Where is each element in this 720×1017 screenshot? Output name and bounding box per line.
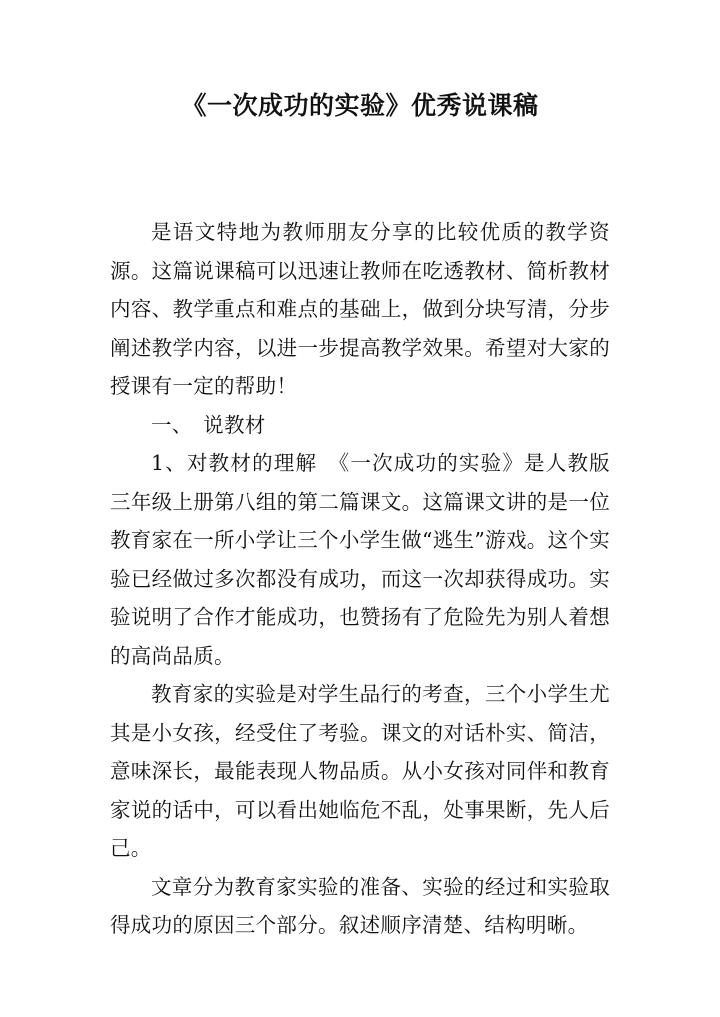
section-heading-teaching-material: 一、 说教材 — [151, 412, 266, 437]
material-understanding-paragraph: 1、对教材的理解 《一次成功的实验》是人教版三年级上册第八组的第二篇课文。这篇课文讲的是一位教育家在一所小学让三个小学生做“逃生”游戏。这个实验已经做过多次都没有成功，而这一次却获得成功。实验说明了合作才能成功，也赞扬有了危险先为别人着想的高尚品质。 — [110, 451, 610, 668]
intro-paragraph: 是语文特地为教师朋友分享的比较优质的教学资源。这篇说课稿可以迅速让教师在吃透教材、简析教材内容、教学重点和难点的基础上，做到分块写清，分步阐述教学内容，以进一步提高教学效果。希望对大家的授课有一定的帮助！ — [110, 220, 610, 398]
educator-experiment-paragraph: 教育家的实验是对学生品行的考查，三个小学生尤其是小女孩，经受住了考验。课文的对话朴实、简洁，意味深长，最能表现人物品质。从小女孩对同伴和教育家说的话中，可以看出她临危不乱，处事果断，先人后己。 — [110, 682, 610, 860]
document-body — [110, 213, 610, 945]
article-structure-paragraph: 文章分为教育家实验的准备、实验的经过和实验取得成功的原因三个部分。叙述顺序清楚、结构明晰。 — [110, 874, 610, 937]
document-title: 《一次成功的实验》优秀说课稿 — [181, 91, 539, 120]
